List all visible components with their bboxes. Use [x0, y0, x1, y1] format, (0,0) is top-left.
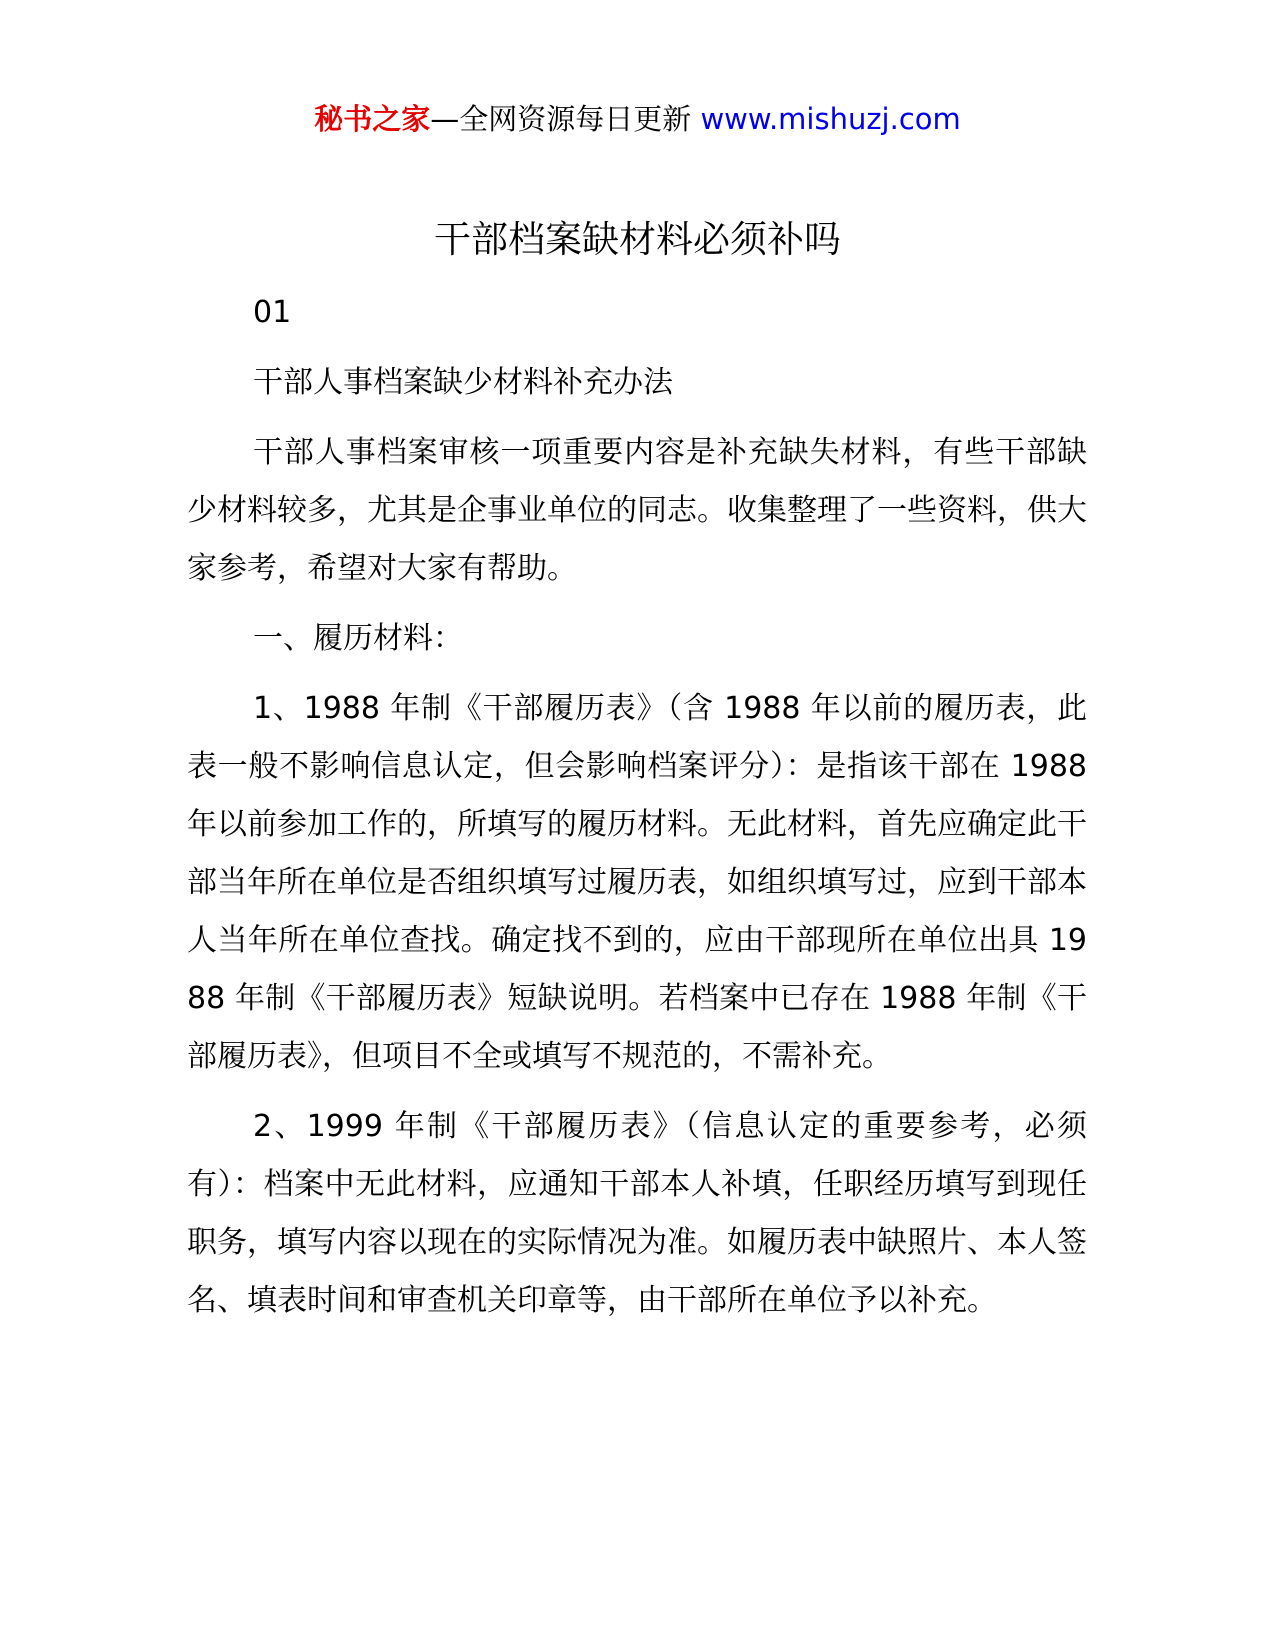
item-1999-resume: 2、1999 年制《干部履历表》（信息认定的重要参考，必须有）：档案中无此材料，应通知干部本人补填，任职经历填写到现任职务，填写内容以现在的实际情况为准。如履历表中缺照片、本人签名、填表时间和审查机关印章等，由干部所在单位予以补充。: [187, 1109, 1087, 1318]
site-tagline: —全网资源每日更新: [430, 102, 692, 136]
document-title: 干部档案缺材料必须补吗: [434, 218, 841, 261]
section-subtitle: 干部人事档案缺少材料补充办法: [253, 365, 673, 400]
site-url-link[interactable]: www.mishuzj.com: [700, 102, 961, 136]
site-header: [0, 98, 1275, 140]
item-1988-resume: 1、1988 年制《干部履历表》（含 1988 年以前的履历表，此表一般不影响信息认定，但会影响档案评分）：是指该干部在 1988 年以前参加工作的，所填写的履历材料。无此材料，首先应确定此干部当年所在单位是否组织填写过履历表，如组织填写过，应到干部本人当年所在单位查找。确定找不到的，应由干部现所在单位出具 1988 年制《干部履历表》短缺说明。若档案中已存在 1988 年制《干部履历表》，但项目不全或填写不规范的，不需补充。: [187, 691, 1087, 1074]
heading-resume-materials: 一、履历材料：: [253, 621, 463, 656]
document-body: [187, 284, 1087, 1342]
site-brand: 秘书之家: [314, 102, 431, 136]
intro-paragraph: 干部人事档案审核一项重要内容是补充缺失材料，有些干部缺少材料较多，尤其是企事业单位的同志。收集整理了一些资料，供大家参考，希望对大家有帮助。: [187, 435, 1087, 586]
section-number: 01: [253, 295, 292, 330]
